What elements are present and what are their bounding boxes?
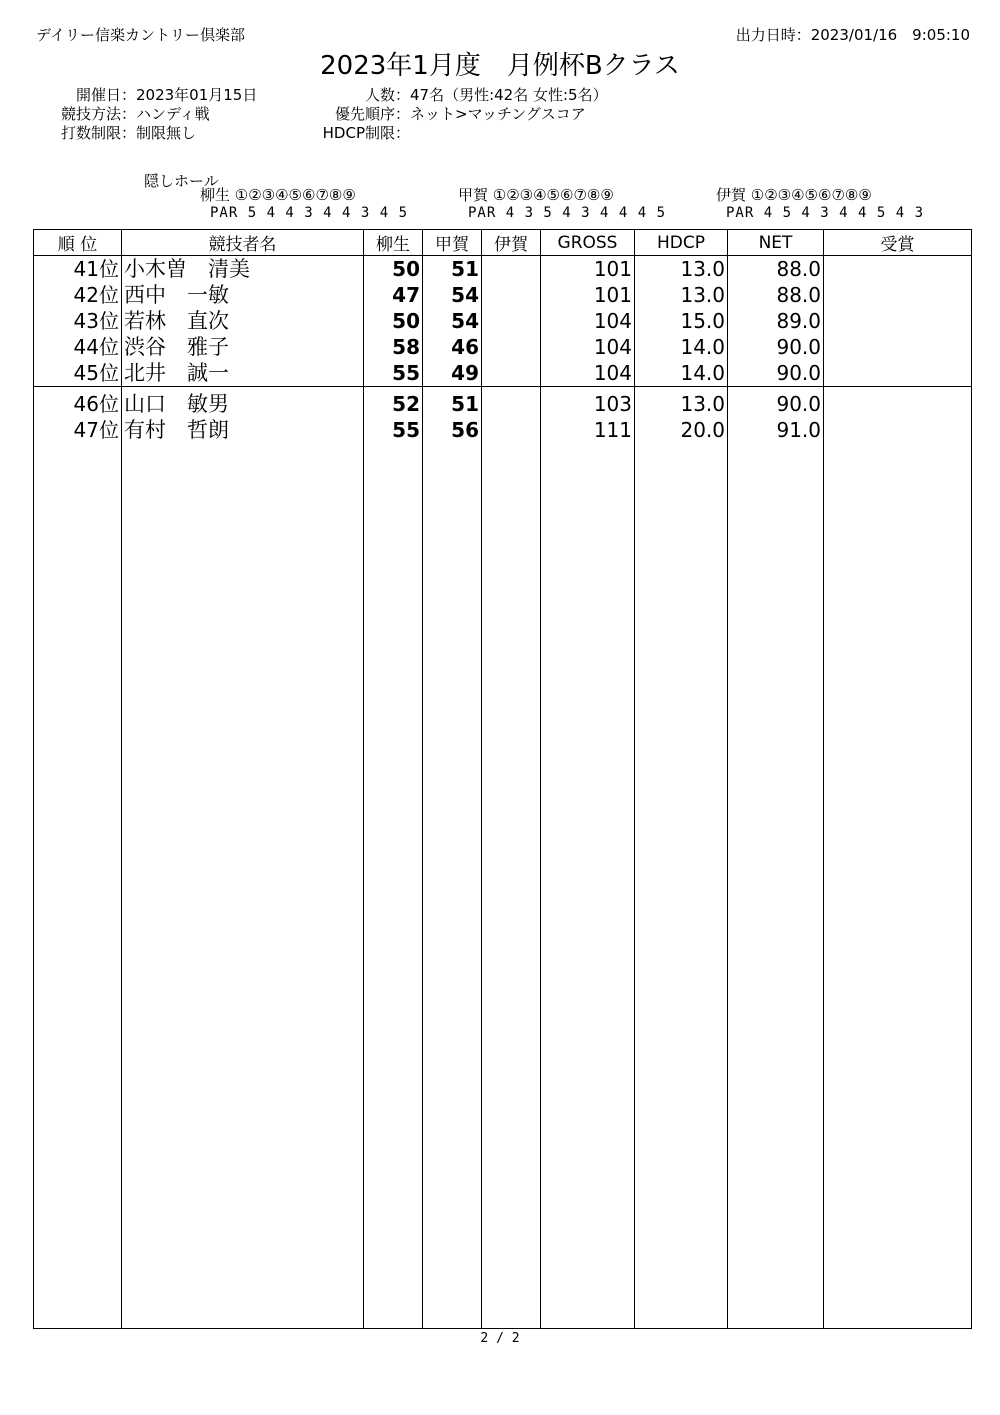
player-name: 北井 誠一 xyxy=(122,360,364,387)
hdcp: 13.0 xyxy=(635,256,728,283)
award xyxy=(824,391,972,417)
score-iga xyxy=(482,334,541,360)
player-name: 小木曽 清美 xyxy=(122,256,364,283)
table-row xyxy=(34,282,972,308)
hidden-holes-yagyu xyxy=(200,186,408,222)
results-table xyxy=(33,229,972,1329)
player-name: 渋谷 雅子 xyxy=(122,334,364,360)
course-name: 伊賀 ①②③④⑤⑥⑦⑧⑨ xyxy=(716,186,872,204)
course-par: PAR 4 5 4 3 4 4 5 4 3 xyxy=(726,205,925,221)
rank: 47位 xyxy=(34,417,122,443)
gross: 103 xyxy=(541,391,635,417)
header-hdcp: HDCP xyxy=(635,230,728,256)
limit-value: 制限無し xyxy=(136,124,197,142)
club-name: デイリー信楽カントリー倶楽部 xyxy=(36,26,245,44)
rank: 42位 xyxy=(34,282,122,308)
score-yagyu: 58 xyxy=(364,334,423,360)
header-gross: GROSS xyxy=(541,230,635,256)
table-row xyxy=(34,391,972,417)
gross: 101 xyxy=(541,256,635,283)
net: 90.0 xyxy=(728,360,824,387)
net: 88.0 xyxy=(728,282,824,308)
score-yagyu: 50 xyxy=(364,256,423,283)
page-title: 2023年1月度 月例杯Bクラス xyxy=(320,51,680,81)
people-value: 47名（男性:42名 女性:5名） xyxy=(410,86,608,104)
player-name: 若林 直次 xyxy=(122,308,364,334)
hdcp: 15.0 xyxy=(635,308,728,334)
info-right xyxy=(300,86,608,143)
rank: 46位 xyxy=(34,391,122,417)
hidden-holes-label: 隠しホール xyxy=(144,172,219,190)
table-row xyxy=(34,334,972,360)
hdcp: 14.0 xyxy=(635,334,728,360)
date-label: 開催日： xyxy=(75,86,136,104)
course-par: PAR 5 4 4 3 4 4 3 4 5 xyxy=(210,205,409,221)
gross: 104 xyxy=(541,334,635,360)
header-koga: 甲賀 xyxy=(423,230,482,256)
net: 89.0 xyxy=(728,308,824,334)
score-iga xyxy=(482,282,541,308)
score-iga xyxy=(482,308,541,334)
page-number: 2 / 2 xyxy=(480,1331,520,1346)
header-name: 競技者名 xyxy=(122,230,364,256)
award xyxy=(824,282,972,308)
hdcp: 13.0 xyxy=(635,391,728,417)
score-yagyu: 55 xyxy=(364,417,423,443)
header-rank: 順 位 xyxy=(34,230,122,256)
table-row xyxy=(34,308,972,334)
table-header-row xyxy=(34,230,972,256)
gross: 101 xyxy=(541,282,635,308)
hidden-holes-iga xyxy=(716,186,924,222)
course-name: 甲賀 ①②③④⑤⑥⑦⑧⑨ xyxy=(458,186,614,204)
score-yagyu: 52 xyxy=(364,391,423,417)
gross: 104 xyxy=(541,308,635,334)
score-koga: 54 xyxy=(423,308,482,334)
score-iga xyxy=(482,391,541,417)
printed-datetime: 出力日時：2023/01/16 9:05:10 xyxy=(735,26,970,44)
hdcp: 13.0 xyxy=(635,282,728,308)
header-award: 受賞 xyxy=(824,230,972,256)
hidden-holes-koga xyxy=(458,186,666,222)
net: 90.0 xyxy=(728,334,824,360)
score-koga: 51 xyxy=(423,391,482,417)
table-row xyxy=(34,417,972,443)
player-name: 有村 哲朗 xyxy=(122,417,364,443)
score-iga xyxy=(482,256,541,283)
empty-rows-area xyxy=(34,443,972,1329)
priority-label: 優先順序： xyxy=(334,105,410,123)
score-koga: 56 xyxy=(423,417,482,443)
score-yagyu: 50 xyxy=(364,308,423,334)
hdcp: 20.0 xyxy=(635,417,728,443)
award xyxy=(824,334,972,360)
course-name: 柳生 ①②③④⑤⑥⑦⑧⑨ xyxy=(200,186,356,204)
date-value: 2023年01月15日 xyxy=(136,86,258,104)
header-iga: 伊賀 xyxy=(482,230,541,256)
score-iga xyxy=(482,417,541,443)
header-net: NET xyxy=(728,230,824,256)
player-name: 西中 一敏 xyxy=(122,282,364,308)
gross: 104 xyxy=(541,360,635,387)
info-left xyxy=(36,86,257,143)
hdcp-limit-label: HDCP制限： xyxy=(322,124,410,142)
hdcp: 14.0 xyxy=(635,360,728,387)
header-yagyu: 柳生 xyxy=(364,230,423,256)
award xyxy=(824,360,972,387)
net: 90.0 xyxy=(728,391,824,417)
award xyxy=(824,308,972,334)
rank: 41位 xyxy=(34,256,122,283)
method-label: 競技方法： xyxy=(60,105,136,123)
score-yagyu: 55 xyxy=(364,360,423,387)
net: 88.0 xyxy=(728,256,824,283)
table-row xyxy=(34,360,972,387)
course-par: PAR 4 3 5 4 3 4 4 4 5 xyxy=(468,205,667,221)
score-koga: 49 xyxy=(423,360,482,387)
rank: 45位 xyxy=(34,360,122,387)
score-koga: 46 xyxy=(423,334,482,360)
people-label: 人数： xyxy=(364,86,410,104)
score-iga xyxy=(482,360,541,387)
score-koga: 54 xyxy=(423,282,482,308)
rank: 44位 xyxy=(34,334,122,360)
table-row xyxy=(34,256,972,283)
limit-label: 打数制限： xyxy=(60,124,136,142)
player-name: 山口 敏男 xyxy=(122,391,364,417)
award xyxy=(824,417,972,443)
priority-value: ネット>マッチングスコア xyxy=(410,105,586,123)
gross: 111 xyxy=(541,417,635,443)
method-value: ハンディ戦 xyxy=(136,105,210,123)
rank: 43位 xyxy=(34,308,122,334)
net: 91.0 xyxy=(728,417,824,443)
award xyxy=(824,256,972,283)
score-yagyu: 47 xyxy=(364,282,423,308)
score-koga: 51 xyxy=(423,256,482,283)
